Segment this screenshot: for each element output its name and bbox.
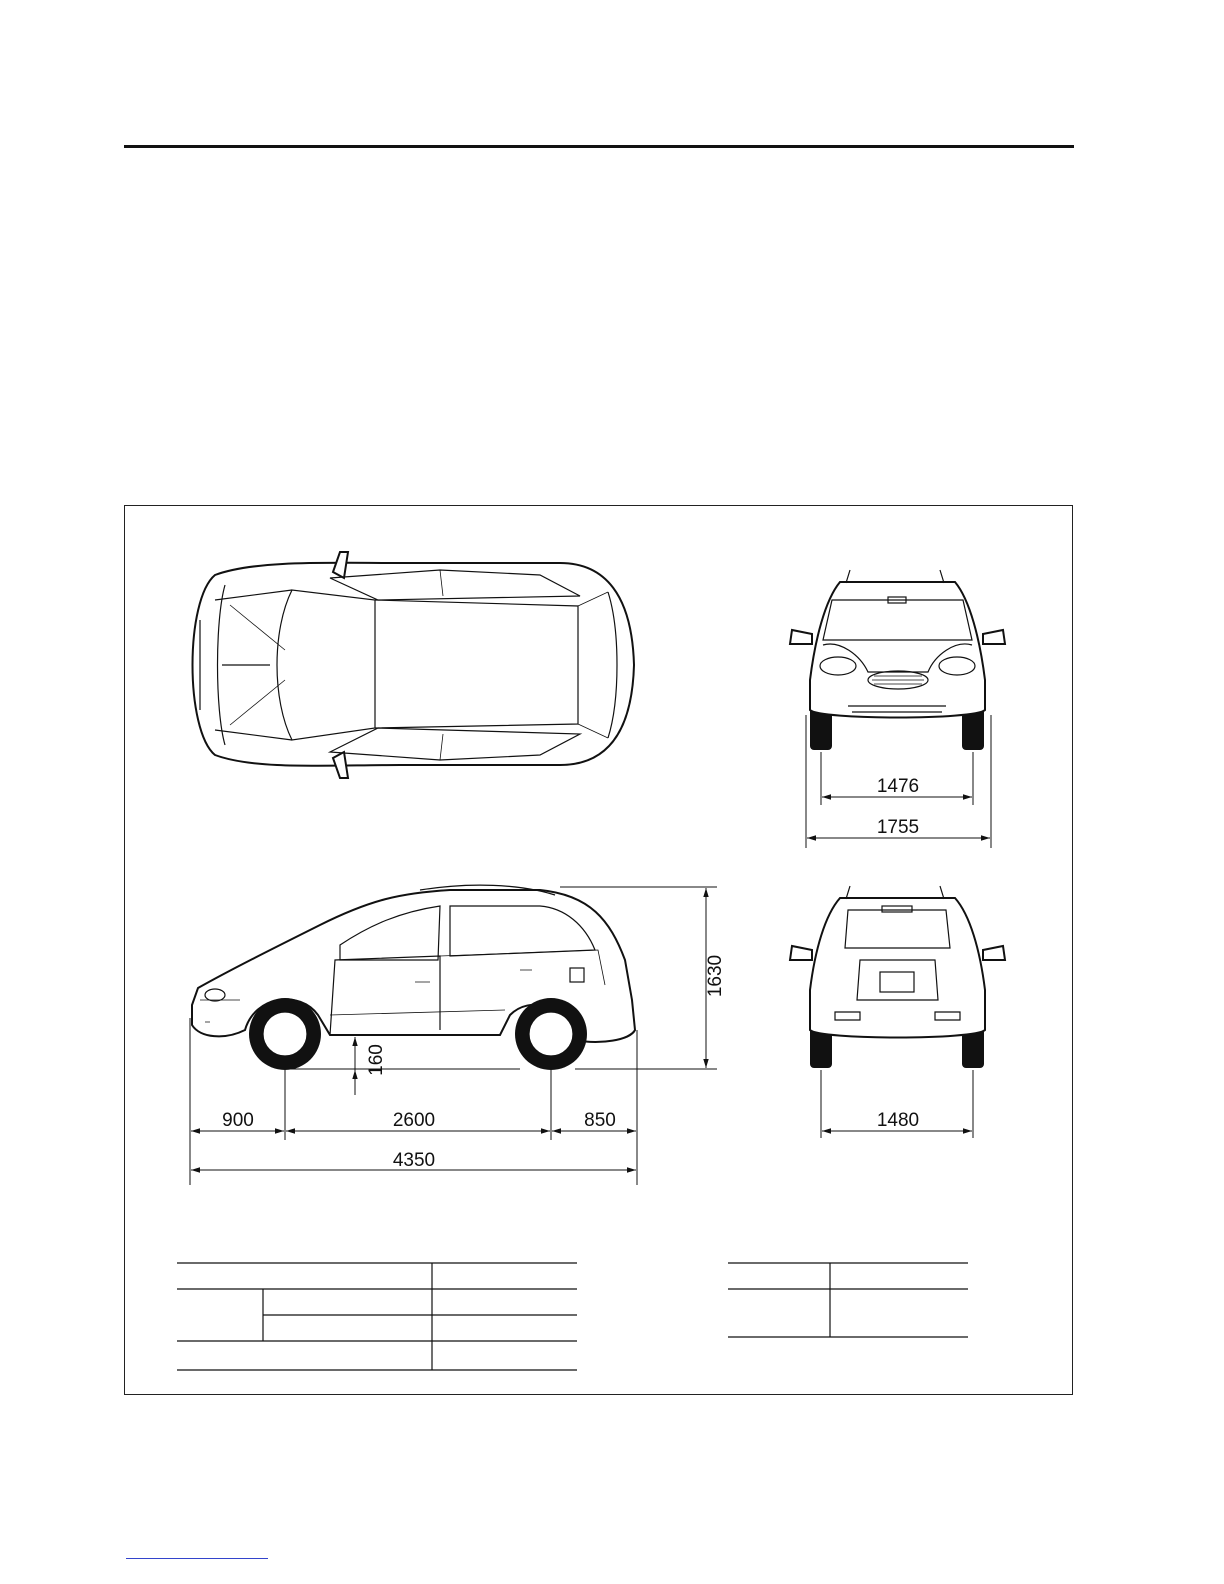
- left-spec-table: [177, 1263, 577, 1370]
- side-view-car: [192, 885, 635, 1070]
- overall-length-label: 4350: [392, 1150, 436, 1171]
- top-view-car: [193, 552, 635, 778]
- front-track-label: 1476: [876, 776, 920, 797]
- ground-clearance-label: 160: [366, 1044, 387, 1076]
- overall-height-label: 1630: [705, 954, 726, 998]
- front-overhang-label: 900: [222, 1110, 254, 1131]
- right-spec-table: [728, 1263, 968, 1337]
- front-view-car: [790, 570, 1005, 750]
- rear-view-car: [790, 886, 1005, 1068]
- wheelbase-label: 2600: [392, 1110, 436, 1131]
- rear-overhang-label: 850: [584, 1110, 616, 1131]
- overall-width-label: 1755: [876, 817, 920, 838]
- rear-track-label: 1480: [876, 1110, 920, 1131]
